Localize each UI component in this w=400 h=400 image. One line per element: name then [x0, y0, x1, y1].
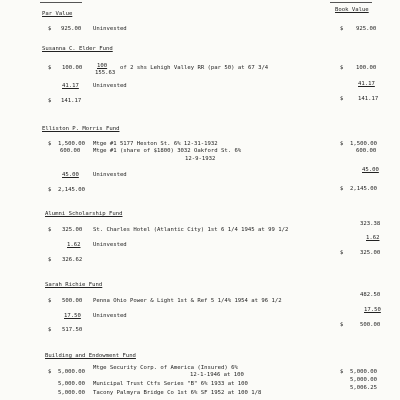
book-amount: 41.17	[358, 81, 375, 87]
book-total: 141.17	[358, 96, 379, 102]
book-value-header: Book Value	[335, 7, 369, 13]
fund-title: Sarah Richie Fund	[45, 282, 103, 288]
book-total: 325.00	[360, 250, 381, 256]
fund-title: Alumni Scholarship Fund	[45, 211, 123, 217]
fraction-numerator: 100	[97, 63, 108, 69]
currency-sign: $	[340, 26, 344, 32]
currency-sign: $	[48, 141, 52, 147]
description: St. Charles Hotel (Atlantic City) 1st 6 1/4 1945 at 99 1/2	[93, 227, 289, 233]
fraction-denominator: 155.63	[95, 70, 116, 76]
description: Uninvested	[93, 242, 127, 248]
fund-title: Building and Endowment Fund	[45, 353, 136, 359]
description: Municipal Trust Ctfs Series "B" 6% 1933 at 100	[93, 381, 248, 387]
par-amount: 1,500.00	[58, 141, 85, 147]
book-total: 500.00	[360, 322, 381, 328]
par-amount: 41.17	[62, 83, 79, 89]
par-amount: 925.00	[61, 26, 82, 32]
book-amount: 600.00	[356, 148, 377, 154]
par-total: 141.17	[61, 98, 82, 104]
par-amount: 500.00	[62, 298, 83, 304]
currency-sign: $	[48, 26, 52, 32]
fund-title: Susanna C. Elder Fund	[42, 46, 113, 52]
book-amount: 100.00	[356, 65, 377, 71]
description-continued: 12-1-1946 at 100	[190, 372, 244, 378]
par-amount: 5,000.00	[58, 381, 85, 387]
currency-sign: $	[48, 187, 52, 193]
par-total: 326.62	[62, 257, 83, 263]
currency-sign: $	[340, 96, 344, 102]
currency-sign: $	[340, 250, 344, 256]
par-value-header: Par Value	[42, 11, 73, 17]
book-amount: 5,000.00	[350, 369, 377, 375]
currency-sign: $	[48, 369, 52, 375]
description: Uninvested	[93, 83, 127, 89]
par-amount: 5,000.00	[58, 390, 85, 396]
currency-sign: $	[340, 141, 344, 147]
book-amount: 45.00	[362, 167, 379, 173]
par-amount: 325.00	[62, 227, 83, 233]
description: Tacony Palmyra Bridge Co 1st 6% SF 1952 at 100 1/8	[93, 390, 262, 396]
book-amount: 482.50	[360, 292, 381, 298]
currency-sign: $	[48, 298, 52, 304]
par-amount: 1.62	[67, 242, 81, 248]
book-amount: 17.50	[364, 307, 381, 313]
description: Uninvested	[93, 172, 127, 178]
currency-sign: $	[340, 322, 344, 328]
description: Mtge #1 (share of $1800) 3032 Oakford St. 6%	[93, 148, 242, 154]
par-amount: 600.00	[60, 148, 81, 154]
description: Penna Ohio Power & Light 1st & Ref 5 1/4% 1954 at 96 1/2	[93, 298, 282, 304]
par-amount: 100.00	[62, 65, 83, 71]
top-rule	[40, 2, 82, 3]
par-amount: 17.50	[64, 313, 81, 319]
description: of 2 shs Lehigh Valley RR (par 50) at 67 3/4	[120, 65, 269, 71]
currency-sign: $	[48, 65, 52, 71]
book-amount: 925.00	[356, 26, 377, 32]
book-amount: 5,000.00	[350, 377, 377, 383]
currency-sign: $	[340, 369, 344, 375]
description: Uninvested	[93, 313, 127, 319]
currency-sign: $	[48, 98, 52, 104]
currency-sign: $	[48, 327, 52, 333]
fund-title: Elliston P. Morris Fund	[42, 126, 120, 132]
book-amount: 1,500.00	[350, 141, 377, 147]
top-rule-right	[330, 2, 372, 3]
book-amount: 323.38	[360, 221, 381, 227]
description: Mtge #1 5177 Heston St. 6% 12-31-1932	[93, 141, 218, 147]
currency-sign: $	[48, 227, 52, 233]
book-total: 2,145.00	[350, 186, 377, 192]
par-total: 2,145.00	[58, 187, 85, 193]
book-amount: 5,006.25	[350, 385, 377, 391]
description: Uninvested	[93, 26, 127, 32]
book-amount: 1.62	[366, 235, 380, 241]
description-continued: 12-9-1932	[185, 156, 216, 162]
par-amount: 5,000.00	[58, 369, 85, 375]
currency-sign: $	[340, 65, 344, 71]
par-amount: 45.00	[62, 172, 79, 178]
currency-sign: $	[340, 186, 344, 192]
par-total: 517.50	[62, 327, 83, 333]
description: Mtge Security Corp. of America (Insured) 6%	[93, 365, 238, 371]
currency-sign: $	[48, 257, 52, 263]
